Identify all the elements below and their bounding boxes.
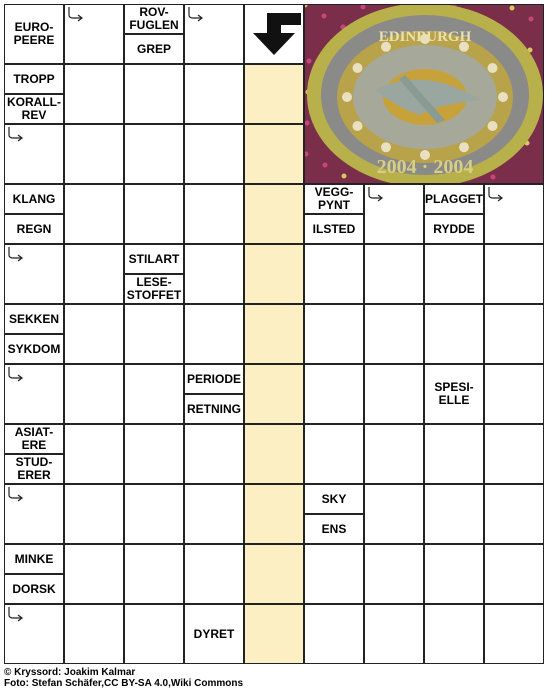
answer-cell[interactable] [364,364,424,424]
solution-cell[interactable] [244,64,304,124]
answer-cell[interactable] [184,64,244,124]
clue-spesielle: SPESI- ELLE [424,364,484,424]
answer-cell[interactable] [184,484,244,544]
answer-cell[interactable] [64,484,124,544]
solution-cell[interactable] [244,304,304,364]
answer-cell[interactable] [184,184,244,244]
answer-cell[interactable] [484,424,544,484]
clue-retning: RETNING [184,394,244,424]
answer-cell[interactable] [64,544,124,604]
clue-korallrev: KORALL- REV [4,94,64,124]
solution-cell[interactable] [244,604,304,664]
answer-cell[interactable] [304,544,364,604]
arrow-right-icon [186,6,206,22]
flower-clock-photo [304,4,544,184]
answer-cell[interactable] [364,604,424,664]
arrow-right-icon [66,6,86,22]
answer-cell[interactable] [304,424,364,484]
answer-cell[interactable] [184,124,244,184]
solution-cell[interactable] [244,544,304,604]
arrow-right-icon [6,246,26,262]
clue-stilart: STILART [124,244,184,274]
answer-cell[interactable] [364,304,424,364]
answer-cell[interactable] [64,244,124,304]
answer-cell[interactable] [304,304,364,364]
arrow-right-icon [486,186,506,202]
answer-cell[interactable] [484,544,544,604]
answer-cell[interactable] [484,604,544,664]
answer-cell[interactable] [184,424,244,484]
clue-europeere: EURO- PEERE [4,4,64,64]
answer-cell[interactable] [424,424,484,484]
answer-cell[interactable] [124,124,184,184]
clue-asiatere: ASIAT- ERE [4,424,64,454]
answer-cell[interactable] [64,424,124,484]
answer-cell[interactable] [124,304,184,364]
answer-cell[interactable] [184,304,244,364]
answer-cell[interactable] [124,604,184,664]
answer-cell[interactable] [64,124,124,184]
clue-dyret: DYRET [184,604,244,664]
answer-cell[interactable] [64,304,124,364]
answer-cell[interactable] [124,364,184,424]
answer-cell[interactable] [364,484,424,544]
answer-cell[interactable] [64,184,124,244]
answer-cell[interactable] [304,364,364,424]
answer-cell[interactable] [484,364,544,424]
answer-cell[interactable] [124,544,184,604]
answer-cell[interactable] [304,604,364,664]
answer-cell[interactable] [184,544,244,604]
solution-arrow-cell [244,4,304,64]
clue-studerer: STUD- ERER [4,454,64,484]
answer-cell[interactable] [184,244,244,304]
answer-cell[interactable] [64,364,124,424]
clue-ens: ENS [304,514,364,544]
clue-ilsted: ILSTED [304,214,364,244]
solution-cell[interactable] [244,484,304,544]
clue-plagget: PLAGGET [424,184,484,214]
answer-cell[interactable] [124,184,184,244]
answer-cell[interactable] [124,484,184,544]
clue-regn: REGN [4,214,64,244]
clue-lesestoffet: LESE- STOFFET [124,274,184,304]
solution-cell[interactable] [244,124,304,184]
credits [4,667,243,689]
photo-caption: EDINBURGH [378,29,472,45]
arrow-right-icon [6,126,26,142]
answer-cell[interactable] [424,484,484,544]
photo-year: 2004 · 2004 [376,156,474,178]
arrow-right-icon [6,486,26,502]
answer-cell[interactable] [424,304,484,364]
answer-cell[interactable] [304,244,364,304]
clue-grep: GREP [124,34,184,64]
answer-cell[interactable] [484,484,544,544]
solution-cell[interactable] [244,424,304,484]
credit-crossword: © Kryssord: Joakim Kalmar [4,667,136,678]
clue-rydde: RYDDE [424,214,484,244]
answer-cell[interactable] [364,424,424,484]
clue-dorsk: DORSK [4,574,64,604]
answer-cell[interactable] [124,424,184,484]
answer-cell[interactable] [484,244,544,304]
clue-sykdom: SYKDOM [4,334,64,364]
clue-minke: MINKE [4,544,64,574]
answer-cell[interactable] [424,244,484,304]
clue-veggpynt: VEGG- PYNT [304,184,364,214]
solution-cell[interactable] [244,244,304,304]
arrow-right-icon [366,186,386,202]
clue-tropp: TROPP [4,64,64,94]
answer-cell[interactable] [364,244,424,304]
arrow-right-icon [6,366,26,382]
clue-periode: PERIODE [184,364,244,394]
solution-cell[interactable] [244,184,304,244]
clue-klang: KLANG [4,184,64,214]
arrow-down-left-icon [247,9,303,59]
credit-photo: Foto: Stefan Schäfer,CC BY-SA 4.0,Wiki Commons [4,678,244,689]
answer-cell[interactable] [124,64,184,124]
clue-sekken: SEKKEN [4,304,64,334]
answer-cell[interactable] [64,64,124,124]
arrow-right-icon [6,606,26,622]
crossword-grid [4,4,544,664]
answer-cell[interactable] [64,604,124,664]
solution-cell[interactable] [244,364,304,424]
answer-cell[interactable] [484,304,544,364]
answer-cell[interactable] [424,604,484,664]
answer-cell[interactable] [424,544,484,604]
clue-sky: SKY [304,484,364,514]
clue-rovfuglen: ROV- FUGLEN [124,4,184,34]
answer-cell[interactable] [364,544,424,604]
